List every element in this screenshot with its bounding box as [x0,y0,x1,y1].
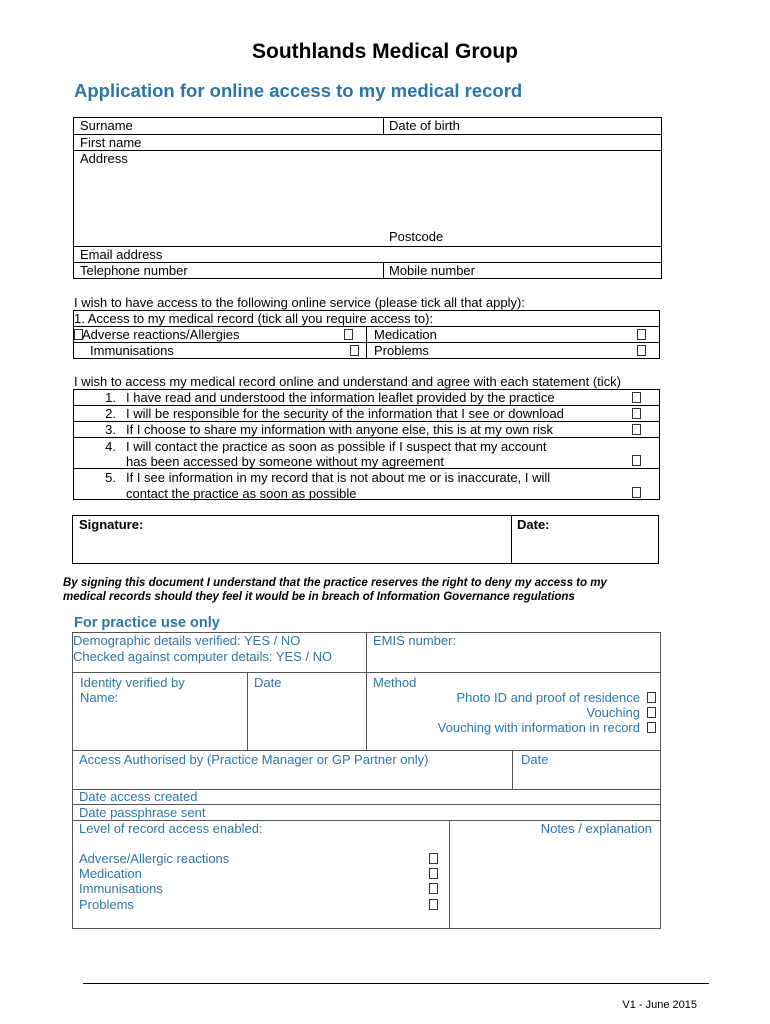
demographic-verified: Demographic details verified: YES / NO [73,633,301,648]
signature-table [72,515,659,564]
form-subtitle: Application for online access to my medical record [74,80,523,101]
vouching-checkbox[interactable] [647,707,656,718]
method-label: Method [373,675,417,690]
statement-number: 1. [105,390,116,405]
statement-text: I have read and understood the information leaflet provided by the practice [126,390,555,405]
service-item-1: 1. Access to my medical record (tick all you require access to): [74,311,434,326]
statement-4-checkbox[interactable] [632,455,641,466]
statement-text-cont: contact the practice as soon as possible [126,486,357,501]
statement-number: 4. [105,439,116,454]
page-title: Southlands Medical Group [251,40,519,63]
problems-checkbox[interactable] [637,345,646,356]
medication-checkbox[interactable] [637,329,646,340]
adverse-checkbox-right[interactable] [344,329,353,340]
checked-computer: Checked against computer details: YES / NO [73,649,333,664]
statement-1-checkbox[interactable] [632,392,641,403]
level-immunisations-checkbox[interactable] [429,883,438,894]
problems-label: Problems [374,343,429,358]
photo-id-label: Photo ID and proof of residence [456,690,640,705]
vouching-label: Vouching [586,705,640,720]
statement-number: 5. [105,470,116,485]
statements-intro: I wish to access my medical record online and understand and agree with each statement (tick) [74,374,621,389]
date-access-created-field[interactable]: Date access created [79,789,198,804]
services-intro: I wish to have access to the following online service (please tick all that apply): [74,295,525,310]
identity-date-field[interactable]: Date [254,675,282,690]
record-access-level-label: Level of record access enabled: [79,821,263,836]
level-adverse-label: Adverse/Allergic reactions [79,851,230,866]
photo-id-checkbox[interactable] [647,692,656,703]
surname-field[interactable]: Surname [80,118,133,133]
mobile-field[interactable]: Mobile number [389,263,475,278]
dob-field[interactable]: Date of birth [389,118,460,133]
level-medication-checkbox[interactable] [429,868,438,879]
statement-2-checkbox[interactable] [632,408,641,419]
statement-number: 3. [105,422,116,437]
statement-text: If I see information in my record that is not about me or is inaccurate, I will [126,470,551,485]
name-field[interactable]: Name: [80,690,119,705]
level-problems-checkbox[interactable] [429,899,438,910]
signature-date-field[interactable]: Date: [517,517,550,532]
postcode-field[interactable]: Postcode [389,229,444,244]
adverse-label: Adverse reactions/Allergies [82,327,240,342]
statement-5-checkbox[interactable] [632,487,641,498]
first-name-field[interactable]: First name [80,135,142,150]
identity-verified-label: Identity verified by [80,675,185,690]
level-adverse-checkbox[interactable] [429,853,438,864]
statement-text-cont: has been accessed by someone without my agreement [126,454,444,469]
vouching-info-label: Vouching with information in record [437,720,640,735]
emis-number-field[interactable]: EMIS number: [373,633,457,648]
address-field[interactable]: Address [80,151,128,166]
disclaimer-line-1: By signing this document I understand that the practice reserves the right to deny my access to my [63,577,607,589]
statement-text: I will contact the practice as soon as possible if I suspect that my account [126,439,547,454]
statement-text: If I choose to share my information with anyone else, this is at my own risk [126,422,554,437]
notes-explanation-field[interactable]: Notes / explanation [540,821,652,836]
statement-3-checkbox[interactable] [632,424,641,435]
statement-text: I will be responsible for the security of the information that I see or download [126,406,564,421]
version-label: V1 - June 2015 [622,999,697,1011]
vouching-info-checkbox[interactable] [647,722,656,733]
immunisations-checkbox[interactable] [350,345,359,356]
medication-label: Medication [374,327,437,342]
authorised-date-field[interactable]: Date [521,752,549,767]
practice-use-heading: For practice use only [74,615,220,631]
level-medication-label: Medication [79,866,142,881]
level-immunisations-label: Immunisations [79,881,163,896]
access-authorised-field[interactable]: Access Authorised by (Practice Manager or GP Partner only) [79,752,429,767]
statement-number: 2. [105,406,116,421]
disclaimer-line-2: medical records should they feel it would be in breach of Information Governance regulations [63,591,575,603]
footer-divider [83,983,709,984]
date-passphrase-field[interactable]: Date passphrase sent [79,805,206,820]
signature-field[interactable]: Signature: [79,517,144,532]
email-field[interactable]: Email address [80,247,163,262]
immunisations-label: Immunisations [90,343,174,358]
level-problems-label: Problems [79,897,134,912]
telephone-field[interactable]: Telephone number [80,263,188,278]
